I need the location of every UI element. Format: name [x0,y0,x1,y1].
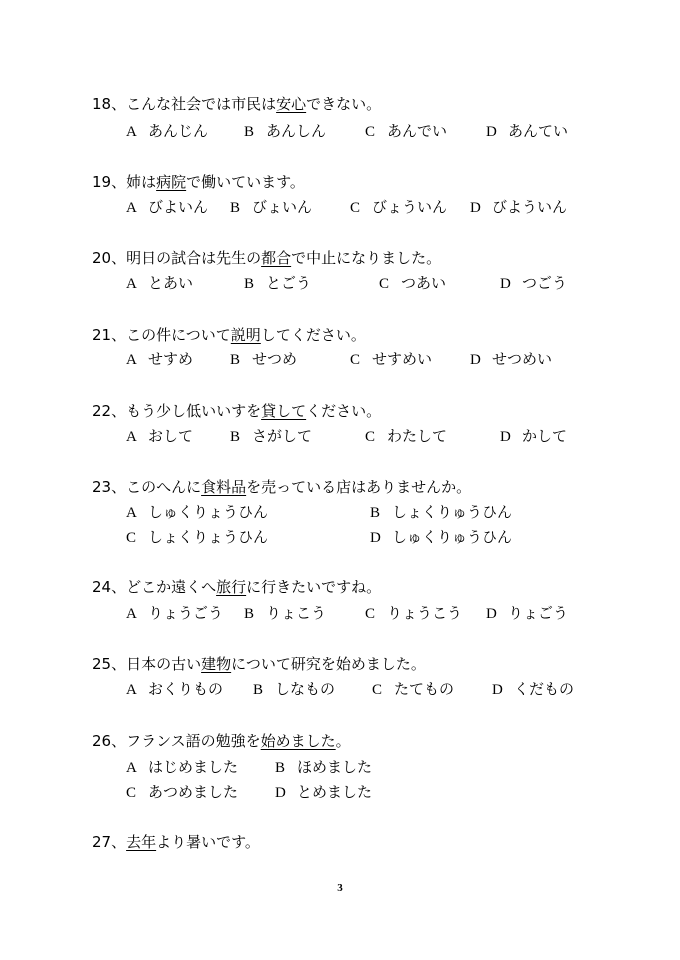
question-text: 。 [335,732,351,750]
question-text: このへんに [126,478,202,496]
option-c: C あんでい [365,122,448,140]
question-text: について研究を始めました。 [231,655,426,673]
question-text: ください。 [306,402,382,420]
option-d: D あんてい [486,122,569,140]
page-number: 3 [337,882,343,894]
question-text: を売っている店はありませんか。 [246,478,472,496]
option-d: D しゅくりゅうひん [370,528,513,546]
option-d: D つごう [500,274,568,292]
option-d: D りょごう [486,604,569,622]
question-text: できない。 [306,95,382,113]
underlined-word: 説明 [230,326,261,344]
question-text: どこか遠くへ [126,578,217,596]
question-22 [92,401,381,421]
question-number: 22、 [92,402,127,420]
question-text: この件について [126,326,231,344]
question-text: で働いています。 [186,173,305,191]
question-number: 21、 [92,326,127,344]
option-a: A おして [126,427,194,445]
question-26 [92,731,351,751]
option-c: C わたして [365,427,448,445]
question-18 [92,94,381,114]
option-b: B せつめ [230,350,298,368]
underlined-word: 去年 [126,833,157,851]
option-b: B ほめました [275,758,373,776]
question-text: に行きたいですね。 [246,578,382,596]
question-number: 26、 [92,732,127,750]
option-b: B しなもの [253,680,336,698]
question-text: こんな社会では市民は [126,95,277,113]
question-19 [92,172,305,192]
question-20 [92,248,441,268]
question-number: 19、 [92,173,127,191]
underlined-word: 都合 [261,249,292,267]
question-24 [92,577,381,597]
question-text: 明日の試合は先生の [126,249,262,267]
question-number: 25、 [92,655,127,673]
question-text: してください。 [260,326,366,344]
option-b: B しょくりゅうひん [370,503,513,521]
question-text: で中止になりました。 [291,249,442,267]
question-text: より暑いです。 [156,833,260,851]
option-a: A とあい [126,274,194,292]
option-a: A せすめ [126,350,194,368]
option-d: D せつめい [470,350,553,368]
option-a: A しゅくりょうひん [126,503,269,521]
underlined-word: 貸して [261,402,307,420]
question-text: もう少し低いいすを [126,402,262,420]
question-23 [92,477,471,497]
option-c: C しょくりょうひん [126,528,269,546]
option-b: B とごう [244,274,312,292]
question-text: 姉は [126,173,157,191]
option-c: C たてもの [372,680,455,698]
option-c: C りょうこう [365,604,463,622]
question-25 [92,654,426,674]
question-number: 27、 [92,833,127,851]
option-c: C つあい [379,274,447,292]
option-d: D とめました [275,783,373,801]
question-27 [92,832,260,852]
option-b: B りょこう [244,604,327,622]
question-text: フランス語の勉強を [126,732,261,750]
option-a: A りょうごう [126,604,224,622]
underlined-word: 安心 [276,95,307,113]
underlined-word: 旅行 [216,578,247,596]
option-b: B あんしん [244,122,327,140]
option-c: C せすめい [350,350,433,368]
option-d: D かして [500,427,568,445]
option-a: A はじめました [126,758,239,776]
option-b: B さがして [230,427,313,445]
option-b: B びょいん [230,198,313,216]
question-number: 23、 [92,478,127,496]
question-number: 24、 [92,578,127,596]
option-d: D びよういん [470,198,568,216]
question-text: 日本の古い [126,655,202,673]
underlined-word: 始めました [260,732,336,750]
option-a: A あんじん [126,122,209,140]
underlined-word: 建物 [201,655,232,673]
option-d: D くだもの [492,680,575,698]
option-a: A おくりもの [126,680,224,698]
question-number: 20、 [92,249,127,267]
question-number: 18、 [92,95,127,113]
option-c: C びょういん [350,198,448,216]
underlined-word: 食料品 [201,478,247,496]
question-21 [92,325,366,345]
underlined-word: 病院 [156,173,187,191]
option-a: A びよいん [126,198,209,216]
option-c: C あつめました [126,783,239,801]
